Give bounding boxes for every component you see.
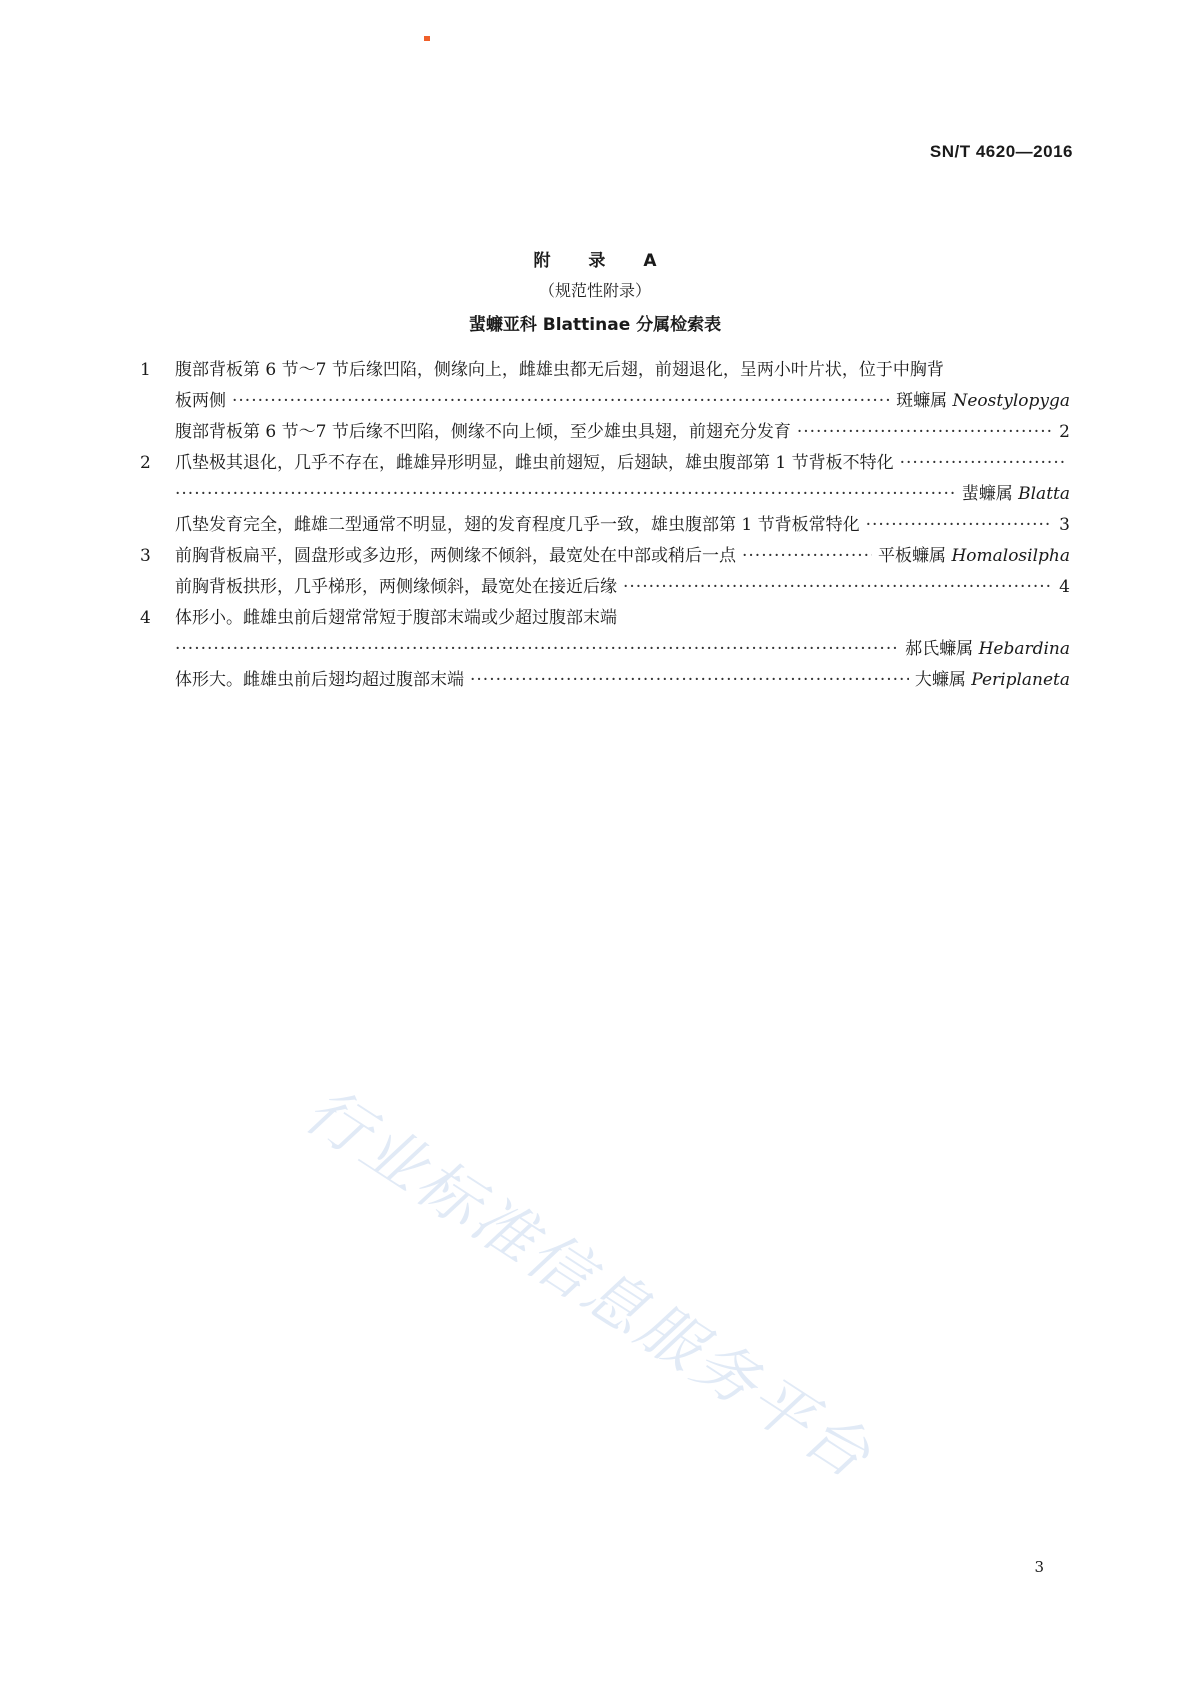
leader-dots [623,572,1053,603]
leader-dots [866,510,1054,541]
genus-cn: 平板蠊属 [878,546,947,566]
genus-cn: 蜚蠊属 [961,484,1013,504]
key-number: 1 [140,360,151,380]
watermark: 行业标准信息服务平台 [292,1073,886,1494]
key-text: 前胸背板扁平，圆盘形或多边形，两侧缘不倾斜，最宽处在中部或稍后一点 [175,546,736,566]
genus-cn: 郝氏蠊属 [905,639,974,659]
key-row [140,510,1070,541]
goto-number: 3 [1059,515,1070,535]
key-row [140,541,1070,572]
page-number: 3 [1034,1558,1044,1576]
key-row [140,665,1070,696]
key-text: 腹部背板第 6 节～7 节后缘凹陷，侧缘向上，雌雄虫都无后翅，前翅退化，呈两小叶片状，位于中胸背 [175,360,944,380]
genus-sci: Blatta [1018,484,1070,504]
key-text: 体形小。雌雄虫前后翅常常短于腹部末端或少超过腹部末端 [175,608,617,628]
key-number: 2 [140,453,151,473]
genus-sci: Homalosilpha [951,546,1070,566]
leader-dots [232,386,890,417]
leader-dots [175,634,899,665]
genus-sci: Hebardina [978,639,1070,659]
annex-label: 附 录 A [533,251,673,271]
genus-sci: Neostylopyga [952,391,1070,411]
genus-cn: 大蠊属 [914,670,966,690]
goto-number: 4 [1059,577,1070,597]
genus-cn: 斑蠊属 [896,391,948,411]
annex-title: 蜚蠊亚科 Blattinae 分属检索表 [468,315,722,335]
leader-dots [175,479,956,510]
key-number: 4 [140,608,151,628]
key-text: 板两侧 [175,391,226,411]
key-row [140,634,1070,665]
identification-key [140,355,1070,696]
genus-sci: Periplaneta [971,670,1070,690]
key-number: 3 [140,546,151,566]
key-row [140,479,1070,510]
key-text: 爪垫发育完全，雌雄二型通常不明显，翅的发育程度几乎一致，雄虫腹部第 1 节背板常特化 [175,515,860,535]
key-row [140,355,1070,386]
key-text: 体形大。雌雄虫前后翅均超过腹部末端 [175,670,464,690]
key-row [140,572,1070,603]
corner-mark [424,36,430,41]
leader-dots [470,665,909,696]
key-row [140,603,1070,634]
standard-code: SN/T 4620—2016 [929,142,1073,161]
annex-type: （规范性附录） [538,281,651,300]
key-row [140,417,1070,448]
leader-dots [900,448,1064,479]
key-row [140,386,1070,417]
key-text: 前胸背板拱形，几乎梯形，两侧缘倾斜，最宽处在接近后缘 [175,577,617,597]
key-text: 爪垫极其退化，几乎不存在，雌雄异形明显，雌虫前翅短，后翅缺，雄虫腹部第 1 节背板不特化 [175,453,894,473]
goto-number: 2 [1059,422,1070,442]
leader-dots [742,541,872,572]
key-row [140,448,1070,479]
key-text: 腹部背板第 6 节～7 节后缘不凹陷，侧缘不向上倾，至少雄虫具翅，前翅充分发育 [175,422,791,442]
leader-dots [797,417,1053,448]
